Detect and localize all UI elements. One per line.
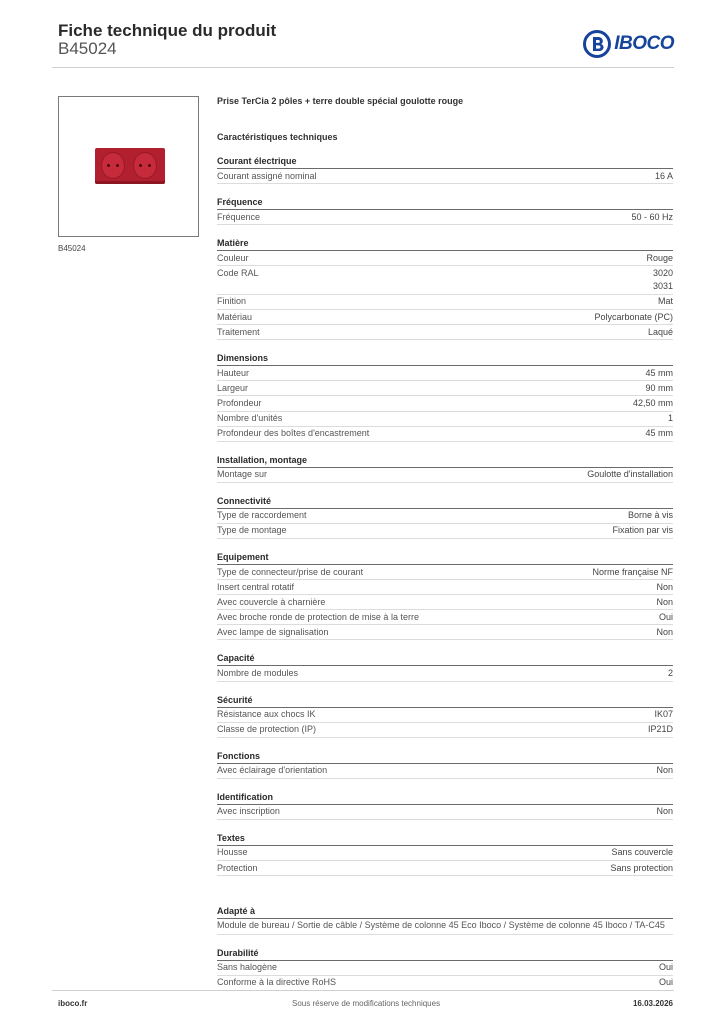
spec-label: Avec couvercle à charnière [217, 596, 326, 607]
section-title: Identification [217, 790, 673, 805]
section-title: Capacité [217, 651, 673, 666]
spec-label: Finition [217, 296, 247, 307]
spec-value [654, 708, 673, 722]
spec-row [217, 210, 673, 225]
spec-value [610, 862, 673, 876]
spec-label: Protection [217, 862, 258, 873]
spec-value-line: Borne à vis [627, 510, 673, 521]
spec-row [217, 961, 673, 976]
product-description: Prise TerCia 2 pôles + terre double spécial goulotte rouge [217, 96, 464, 106]
footer-notice: Sous réserve de modifications techniques [292, 999, 441, 1008]
tech-heading: Caractéristiques techniques [217, 132, 338, 142]
spec-value [656, 764, 673, 778]
section-title: Equipement [217, 550, 673, 565]
spec-value [645, 427, 673, 441]
spec-label: Classe de protection (IP) [217, 724, 317, 735]
section-title: Connectivité [217, 494, 673, 509]
spec-value-line: Oui [658, 977, 673, 988]
spec-value-line: Laqué [647, 326, 673, 337]
spec-label: Nombre de modules [217, 667, 299, 678]
product-image [58, 96, 199, 237]
spec-value [656, 805, 673, 819]
spec-value [659, 976, 673, 990]
spec-label: Conforme à la directive RoHS [217, 977, 337, 988]
spec-value [645, 367, 673, 381]
double-socket-illustration [95, 148, 165, 184]
spec-sections [217, 154, 673, 876]
spec-value [656, 581, 673, 595]
spec-row [217, 381, 673, 396]
spec-value-line: 3020 [652, 267, 673, 278]
spec-value-line: 1 [667, 413, 673, 424]
iboco-logo-icon [583, 30, 611, 58]
spec-label: Nombre d'unités [217, 413, 283, 424]
spec-label: Hauteur [217, 367, 250, 378]
spec-value-line: Oui [658, 962, 673, 973]
spec-row [217, 580, 673, 595]
footer-divider [52, 990, 674, 991]
spec-value-line: Non [656, 626, 673, 637]
spec-value [668, 412, 673, 426]
page-header [58, 21, 674, 67]
spec-value-line: 16 A [654, 170, 673, 181]
spec-value [648, 326, 673, 340]
spec-content [217, 96, 673, 1002]
spec-value-line: 42,50 mm [632, 397, 673, 408]
spec-value-line: Sans protection [610, 862, 673, 873]
section-title: Sécurité [217, 693, 673, 708]
spec-value [633, 397, 673, 411]
adapted-text: Module de bureau / Sortie de câble / Système de colonne 45 Eco Iboco / Système de colonne 45 Iboco / TA-C45 [217, 919, 673, 935]
spec-row [217, 295, 673, 310]
spec-label: Avec éclairage d'orientation [217, 765, 328, 776]
spec-value [611, 846, 673, 860]
spec-row [217, 509, 673, 524]
spec-value [592, 566, 673, 580]
durability-section [217, 946, 673, 991]
spec-value [656, 626, 673, 640]
spec-value-line: Sans couvercle [611, 847, 673, 858]
spec-value-line: IP21D [647, 724, 673, 735]
section-title: Adapté à [217, 904, 673, 919]
spec-row [217, 708, 673, 723]
spec-section [217, 195, 673, 225]
section-title: Textes [217, 831, 673, 846]
spec-value-line: 45 mm [645, 367, 673, 378]
spec-label: Couleur [217, 252, 249, 263]
spec-label: Profondeur des boîtes d'encastrement [217, 428, 370, 439]
spec-section [217, 693, 673, 738]
spec-row [217, 366, 673, 381]
spec-value-line: Non [656, 581, 673, 592]
spec-label: Insert central rotatif [217, 581, 295, 592]
spec-value-line: Fixation par vis [612, 525, 673, 536]
spec-row [217, 610, 673, 625]
section-title: Durabilité [217, 946, 673, 961]
spec-value [653, 267, 673, 294]
spec-row [217, 468, 673, 483]
spec-value-line: Rouge [646, 252, 673, 263]
spec-row [217, 169, 673, 184]
spec-row [217, 805, 673, 820]
spec-value [655, 170, 673, 184]
spec-section [217, 831, 673, 876]
spec-value [658, 295, 673, 309]
spec-label: Avec broche ronde de protection de mise à la terre [217, 611, 419, 622]
spec-row [217, 666, 673, 681]
spec-value-line: Non [656, 806, 673, 817]
section-title: Courant électrique [217, 154, 673, 169]
spec-value-line: 50 - 60 Hz [631, 211, 673, 222]
spec-value-line: Oui [658, 611, 673, 622]
header-divider [52, 67, 674, 68]
image-caption: B45024 [58, 244, 86, 253]
spec-value-line: IK07 [654, 709, 673, 720]
spec-value-line: Non [656, 596, 673, 607]
spec-label: Courant assigné nominal [217, 170, 317, 181]
spec-value-line: Goulotte d'installation [587, 469, 673, 480]
outlet-right [133, 152, 157, 179]
spec-row [217, 861, 673, 876]
spec-section [217, 749, 673, 779]
spec-row [217, 325, 673, 340]
spec-section [217, 550, 673, 640]
spec-value [645, 382, 673, 396]
spec-value [594, 311, 673, 325]
spec-label: Avec lampe de signalisation [217, 626, 329, 637]
spec-label: Traitement [217, 326, 260, 337]
spec-section [217, 351, 673, 441]
spec-row [217, 251, 673, 266]
spec-row [217, 524, 673, 539]
spec-label: Fréquence [217, 211, 261, 222]
spec-section [217, 154, 673, 184]
spec-value-line: Polycarbonate (PC) [594, 311, 673, 322]
spec-label: Type de raccordement [217, 510, 307, 521]
spec-section [217, 651, 673, 681]
spec-row [217, 846, 673, 861]
footer-website[interactable]: iboco.fr [58, 999, 88, 1008]
spec-row [217, 565, 673, 580]
section-title: Installation, montage [217, 453, 673, 468]
spec-section [217, 453, 673, 483]
footer-date: 16.03.2026 [632, 999, 673, 1008]
spec-value-line: 3031 [652, 281, 673, 292]
spec-row [217, 412, 673, 427]
spec-row [217, 764, 673, 779]
spec-label: Résistance aux chocs IK [217, 709, 316, 720]
spec-value [628, 509, 673, 523]
spec-label: Largeur [217, 382, 249, 393]
spec-row [217, 723, 673, 738]
adapted-section [217, 904, 673, 935]
spec-label: Code RAL [217, 267, 259, 278]
section-title: Fonctions [217, 749, 673, 764]
spec-value-line: Mat [657, 296, 673, 307]
section-title: Fréquence [217, 195, 673, 210]
spec-value [612, 524, 673, 538]
spec-value [668, 667, 673, 681]
spec-section [217, 494, 673, 539]
section-title: Matière [217, 236, 673, 251]
spec-value-line: Norme française NF [592, 566, 673, 577]
page-title: Fiche technique du produit [58, 21, 277, 40]
spec-label: Profondeur [217, 397, 262, 408]
spec-label: Montage sur [217, 469, 268, 480]
spec-label: Housse [217, 847, 248, 858]
spec-value-line: 90 mm [645, 382, 673, 393]
section-title: Dimensions [217, 351, 673, 366]
spec-value [656, 596, 673, 610]
spec-row [217, 625, 673, 640]
spec-row [217, 427, 673, 442]
spec-label: Sans halogène [217, 962, 278, 973]
spec-label: Type de montage [217, 525, 287, 536]
spec-value [659, 961, 673, 975]
spec-row [217, 396, 673, 411]
spec-value-line: 45 mm [645, 428, 673, 439]
spec-value [631, 211, 673, 225]
spec-row [217, 310, 673, 325]
product-code: B45024 [58, 39, 117, 58]
spec-label: Avec inscription [217, 806, 280, 817]
spec-value [587, 468, 673, 482]
spec-value-line: Non [656, 765, 673, 776]
spec-row [217, 976, 673, 991]
spec-label: Matériau [217, 311, 253, 322]
logo-wordmark: IBOCO [614, 33, 674, 54]
spec-label: Type de connecteur/prise de courant [217, 566, 364, 577]
spec-value [659, 611, 673, 625]
spec-value-line: 2 [667, 667, 673, 678]
outlet-left [101, 152, 125, 179]
brand-logo [583, 29, 674, 59]
spec-row [217, 595, 673, 610]
spec-section [217, 790, 673, 820]
spec-value [648, 723, 673, 737]
spec-section [217, 236, 673, 340]
spec-row [217, 266, 673, 295]
spec-value [646, 252, 673, 266]
